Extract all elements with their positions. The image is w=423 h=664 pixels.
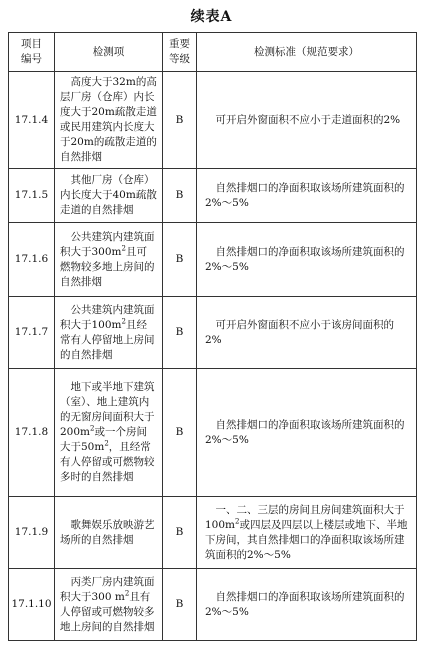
row-number: 17.1.5 (9, 169, 55, 223)
table-row (9, 297, 417, 369)
importance-level: B (163, 569, 197, 641)
check-standard: 自然排烟口的净面积取该场所建筑面积的2%～5% (197, 223, 417, 297)
importance-level: B (163, 497, 197, 569)
importance-level: B (163, 369, 197, 497)
check-item: 公共建筑内建筑面积大于$100m^2$且经常有人停留地上房间的自然排烟 (55, 297, 163, 369)
inspection-table (8, 32, 417, 641)
importance-level: B (163, 223, 197, 297)
row-number: 17.1.9 (9, 497, 55, 569)
table-row (9, 569, 417, 641)
importance-level: B (163, 72, 197, 169)
row-number: 17.1.6 (9, 223, 55, 297)
check-item: 公共建筑内建筑面积大于$300m^2$且可燃物较多地上房间的自然排烟 (55, 223, 163, 297)
check-standard: 可开启外窗面积不应小于该房间面积的2% (197, 297, 417, 369)
header-item: 检测项 (55, 33, 163, 72)
row-number: 17.1.4 (9, 72, 55, 169)
check-standard: 可开启外窗面积不应小于走道面积的2% (197, 72, 417, 169)
importance-level: B (163, 297, 197, 369)
check-item: 高度大于32m的高层厂房（仓库）内长度大于20m疏散走道或民用建筑内长度大于20m的疏散走道的自然排烟 (55, 72, 163, 169)
check-item: 其他厂房（仓库）内长度大于40m疏散走道的自然排烟 (55, 169, 163, 223)
check-item: 地下或半地下建筑（室）、地上建筑内的无窗房间面积大于$200m^2$或一个房间大于$50m^2$，且经常有人停留或可燃物较多时的自然排烟 (55, 369, 163, 497)
check-standard: 自然排烟口的净面积取该场所建筑面积的2%～5% (197, 169, 417, 223)
check-standard: 自然排烟口的净面积取该场所建筑面积的2%～5% (197, 569, 417, 641)
table-row (9, 72, 417, 169)
check-standard: 自然排烟口的净面积取该场所建筑面积的2%～5% (197, 369, 417, 497)
header-num: 项目 编号 (9, 33, 55, 72)
row-number: 17.1.10 (9, 569, 55, 641)
table-row (9, 497, 417, 569)
table-row (9, 169, 417, 223)
header-level: 重要 等级 (163, 33, 197, 72)
header-row (9, 33, 417, 72)
check-standard: 一、二、三层的房间且房间建筑面积大于$100m^2$或四层及四层以上楼层或地下、半地下房间，其自然排烟口的净面积取该场所建筑面积的2%～5% (197, 497, 417, 569)
header-standard: 检测标准（规范要求） (197, 33, 417, 72)
row-number: 17.1.7 (9, 297, 55, 369)
table-row (9, 369, 417, 497)
check-item: 歌舞娱乐放映游艺场所的自然排烟 (55, 497, 163, 569)
table-title: 续表A (190, 9, 233, 25)
check-item: 丙类厂房内建筑面积大于300 $m^2$且有人停留或可燃物较多地上房间的自然排烟 (55, 569, 163, 641)
table-row (9, 223, 417, 297)
row-number: 17.1.8 (9, 369, 55, 497)
importance-level: B (163, 169, 197, 223)
